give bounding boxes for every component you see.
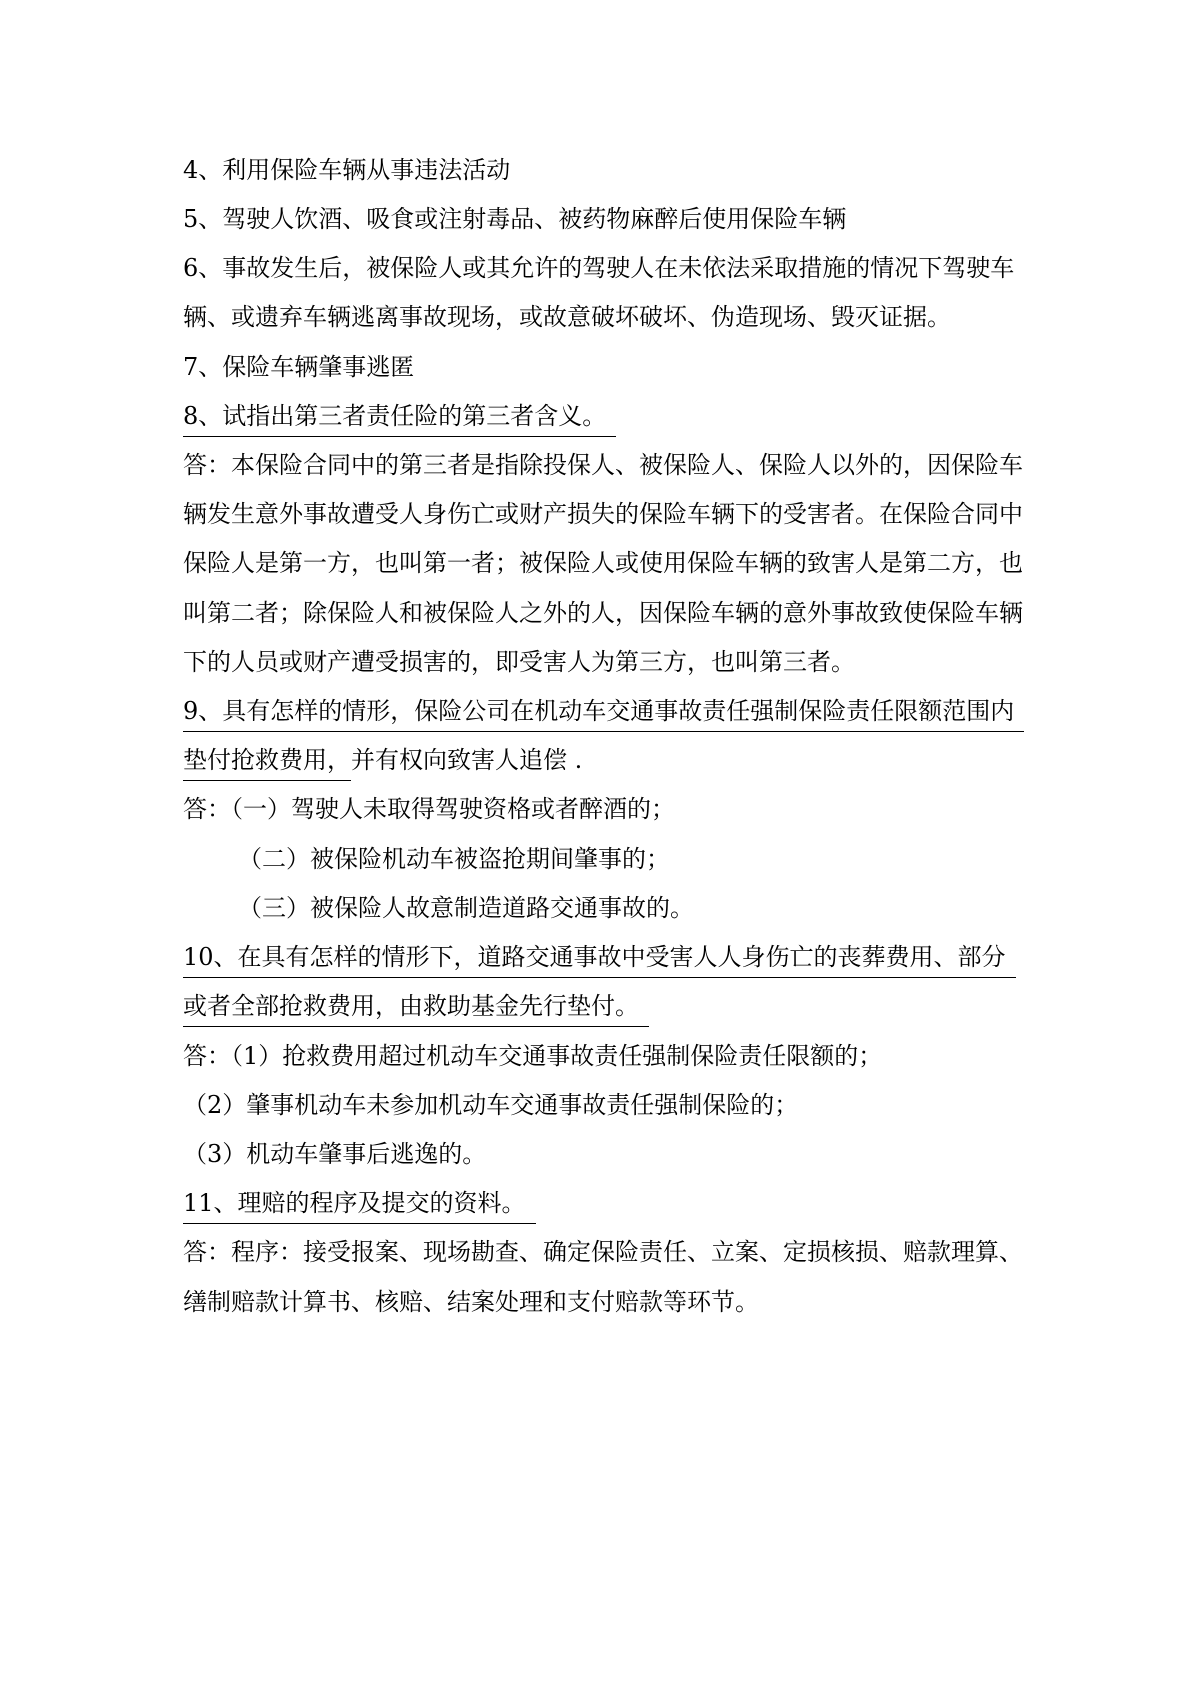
answer-8-line-1: 答：本保险合同中的第三者是指除投保人、被保险人、保险人以外的，因保险车 [183,451,1023,479]
answer-8-line-5: 下的人员或财产遭受损害的，即受害人为第三方，也叫第三者。 [183,648,855,676]
question-11-text: 11、理赔的程序及提交的资料。 [183,1189,536,1224]
list-item-5: 5、驾驶人饮酒、吸食或注射毒品、被药物麻醉后使用保险车辆 [183,205,847,233]
question-10-text-1: 10、在具有怎样的情形下，道路交通事故中受害人人身伤亡的丧葬费用、部分 [183,943,1016,978]
answer-10-line-3: （3）机动车肇事后逃逸的。 [183,1140,487,1168]
question-9-line-2 [183,745,582,775]
list-item-4: 4、利用保险车辆从事违法活动 [183,156,511,184]
question-9-text-1: 9、具有怎样的情形，保险公司在机动车交通事故责任强制保险责任限额范围内 [183,697,1024,732]
question-8-text: 8、试指出第三者责任险的第三者含义。 [183,402,616,437]
answer-10-line-2: （2）肇事机动车未参加机动车交通事故责任强制保险的； [183,1091,799,1119]
question-10-line-1 [183,942,1016,972]
answer-9-line-2: （二）被保险机动车被盗抢期间肇事的； [238,845,670,873]
question-10-line-2 [183,991,649,1021]
list-item-7: 7、保险车辆肇事逃匿 [183,353,415,381]
answer-11-line-1: 答：程序：接受报案、现场勘查、确定保险责任、立案、定损核损、赔款理算、 [183,1238,1023,1266]
question-9-underlined: 垫付抢救费用， [183,746,351,781]
answer-9-line-3: （三）被保险人故意制造道路交通事故的。 [238,894,694,922]
answer-8-line-3: 保险人是第一方，也叫第一者；被保险人或使用保险车辆的致害人是第二方，也 [183,549,1023,577]
answer-9-line-1: 答：（一）驾驶人未取得驾驶资格或者醉酒的； [183,795,675,823]
question-8 [183,401,616,431]
list-item-6-line-1: 6、事故发生后，被保险人或其允许的驾驶人在未依法采取措施的情况下驾驶车 [183,254,1015,282]
answer-8-line-4: 叫第二者；除保险人和被保险人之外的人，因保险车辆的意外事故致使保险车辆 [183,599,1023,627]
answer-11-line-2: 缮制赔款计算书、核赔、结案处理和支付赔款等环节。 [183,1288,759,1316]
answer-8-line-2: 辆发生意外事故遭受人身伤亡或财产损失的保险车辆下的受害者。在保险合同中 [183,500,1023,528]
question-10-text-2: 或者全部抢救费用，由救助基金先行垫付。 [183,992,649,1027]
question-9-line-1 [183,696,1024,726]
answer-10-line-1: 答：（1）抢救费用超过机动车交通事故责任强制保险责任限额的； [183,1042,883,1070]
question-11 [183,1188,536,1218]
list-item-6-line-2: 辆、或遗弃车辆逃离事故现场，或故意破坏破坏、伪造现场、毁灭证据。 [183,303,951,331]
question-9-rest: 并有权向致害人追偿 . [351,746,583,774]
